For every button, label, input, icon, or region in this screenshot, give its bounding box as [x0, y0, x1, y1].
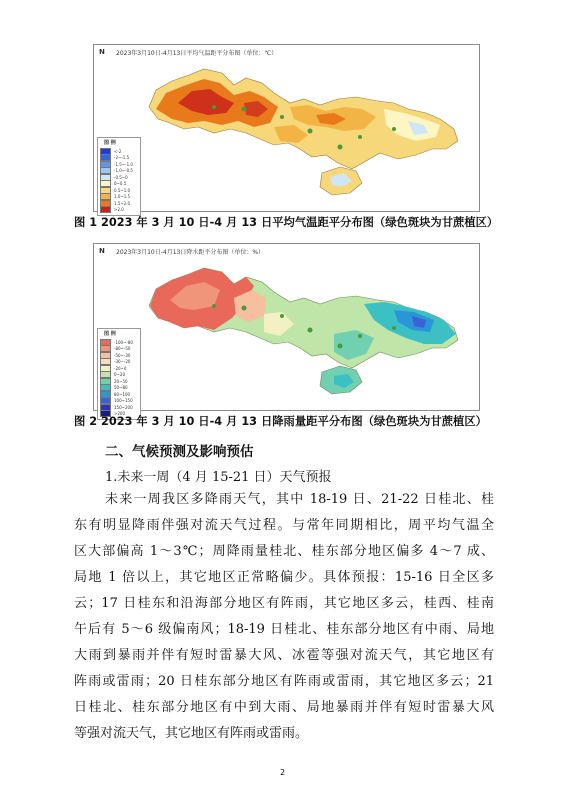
legend-label: 0~0.5: [114, 181, 127, 187]
legend-title: 图 例: [104, 140, 116, 146]
legend-label: -1.0~-0.5: [114, 168, 133, 174]
paragraph-line: 云；17 日桂东和沿海部分地区有阵雨，其它地区多云，桂西、桂南: [74, 596, 494, 611]
legend-label: 150~200: [114, 404, 133, 410]
legend-label: 80~100: [114, 391, 131, 397]
figure-2-caption: 图 2 2023 年 3 月 10 日-4 月 13 日降雨量距平分布图（绿色斑块为甘蔗植区）: [74, 415, 487, 428]
paragraph-line: 等强对流天气，其它地区有阵雨或雷雨。: [74, 726, 309, 741]
legend-label: >200: [114, 411, 125, 417]
paragraph-line: 局地 1 倍以上，其它地区正常略偏少。具体预报：15-16 日全区多: [74, 570, 494, 585]
figure-1-caption: 图 1 2023 年 3 月 10 日-4 月 13 日平均气温距平分布图（绿色斑块为甘蔗植区）: [74, 216, 499, 229]
legend-label: -20~0: [114, 365, 127, 371]
north-arrow: N: [99, 48, 105, 56]
legend-label: 50~80: [114, 385, 128, 391]
section-heading: 二、气候预测及影响预估: [105, 444, 254, 460]
legend-label: 20~50: [114, 378, 128, 384]
legend-label: 0.5~1.0: [114, 187, 131, 193]
legend-label: >2.0: [114, 207, 124, 213]
temperature-anomaly-map: [93, 44, 480, 212]
page-number: 2: [279, 768, 286, 777]
map-title: 2023年3月10日-4月13日平均气温距平分布图（单位：℃）: [116, 50, 278, 57]
paragraph-line: 日桂北、桂东部分地区有中到大雨、局地暴雨并伴有短时雷暴大风: [74, 700, 494, 715]
legend-item: [100, 207, 138, 214]
map-title: 2023年3月10日-4月13日降水距平分布图（单位：%）: [116, 249, 265, 256]
legend-label: -30~-20: [114, 359, 131, 365]
forecast-subheading: 1.未来一周（4 月 15-21 日）天气预报: [105, 470, 332, 485]
north-arrow: N: [99, 247, 105, 255]
paragraph-line: 未来一周我区多降雨天气，其中 18-19 日、21-22 日桂北、桂: [105, 492, 494, 507]
precipitation-anomaly-map: [93, 243, 480, 417]
paragraph-line: 区大部偏高 1～3℃；周降雨量桂北、桂东部分地区偏多 4～7 成、: [74, 544, 494, 559]
precipitation-map-graphic: [94, 244, 479, 410]
legend-label: -100~-80: [114, 339, 133, 345]
map-legend: [97, 328, 141, 420]
forecast-paragraph: [74, 487, 494, 747]
legend-title: 图 例: [104, 331, 116, 337]
paragraph-line: 东有明显降雨伴强对流天气过程。与常年同期相比，周平均气温全: [74, 518, 494, 533]
legend-label: <-2: [114, 148, 122, 154]
map-legend: [97, 137, 141, 216]
legend-label: 1.0~1.5: [114, 194, 131, 200]
legend-label: -1.5~-1.0: [114, 161, 133, 167]
legend-label: 0~20: [114, 372, 125, 378]
legend-label: -2~-1.5: [114, 155, 130, 161]
paragraph-line: 大雨到暴雨并伴有短时雷暴大风、冰雹等强对流天气，其它地区有: [74, 648, 494, 663]
legend-label: -0.5~0: [114, 174, 128, 180]
legend-label: -50~-30: [114, 352, 131, 358]
legend-label: -80~-50: [114, 346, 131, 352]
temperature-map-graphic: [94, 45, 479, 211]
paragraph-line: 午后有 5～6 级偏南风；18-19 日桂北、桂东部分地区有中雨、局地: [74, 622, 494, 637]
legend-swatch: [100, 206, 111, 213]
legend-label: 100~150: [114, 398, 133, 404]
legend-label: 1.5~2.0: [114, 200, 131, 206]
paragraph-line: 阵雨或雷雨；20 日桂东部分地区有阵雨或雷雨，其它地区多云；21: [74, 674, 494, 689]
